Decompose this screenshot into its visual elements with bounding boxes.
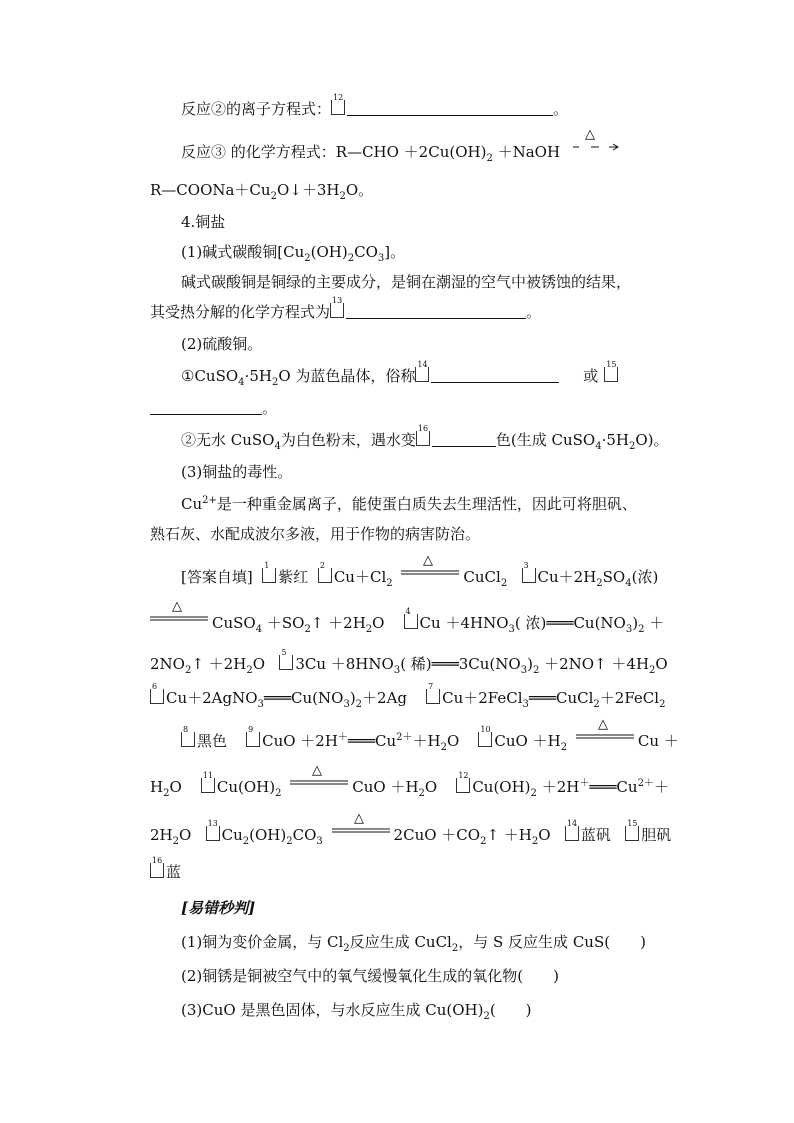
heat-equals-icon <box>576 718 634 750</box>
text: 反应③ 的化学方程式：R—CHO ＋2Cu(OH) <box>181 143 487 161</box>
text: 其受热分解的化学方程式为 <box>150 303 331 321</box>
answer-text: ═══CuCl <box>528 689 594 707</box>
text: 反应生成 CuCl <box>349 933 452 951</box>
text: ①CuSO <box>181 367 239 385</box>
text: (3)CuO 是黑色固体，与水反应生成 Cu(OH) <box>181 1001 484 1019</box>
sub: 4 <box>595 441 602 452</box>
answer-text: ( 稀)═══3Cu(NO <box>400 655 521 673</box>
answer-text: O <box>179 826 192 844</box>
sub: 2 <box>532 665 540 676</box>
marker-number: 15 <box>606 360 617 369</box>
answer-text: Cu＋2FeCl <box>442 689 523 707</box>
sub: 2 <box>172 836 179 847</box>
answer-text: 3Cu ＋8HNO <box>295 655 394 673</box>
sub: 2 <box>483 1011 490 1022</box>
answer-text: Cu(OH) <box>472 778 531 796</box>
text: ( ) <box>489 1001 532 1019</box>
heat-symbol: △ <box>312 764 323 778</box>
anhydrous-line <box>181 424 669 452</box>
marker-number: 13 <box>332 296 343 305</box>
heat-equals-icon <box>150 600 208 632</box>
answer-text: ═══Cu <box>347 732 397 750</box>
answer-marker <box>150 856 164 878</box>
heat-equals-icon <box>290 764 348 796</box>
copper-sulfate-line <box>181 360 620 388</box>
answer-text: 紫红 <box>278 568 309 586</box>
judge-item-1 <box>181 932 646 952</box>
answer-text: ＋SO <box>262 614 305 632</box>
answer-marker <box>522 561 536 583</box>
marker-number: 5 <box>281 648 287 657</box>
text: 色(生成 CuSO <box>495 431 596 449</box>
answer-row-4 <box>150 682 666 710</box>
sub: 2 <box>418 788 425 799</box>
sub: 2 <box>339 191 346 202</box>
marker-number: 12 <box>458 771 469 780</box>
text: 是一种重金属离子，能使蛋白质失去生理活性，因此可将胆矾、 <box>216 495 637 513</box>
marker-number: 1 <box>264 561 270 570</box>
answer-row-2 <box>150 600 665 635</box>
answer-text: O <box>424 778 438 796</box>
subsection-1 <box>181 242 405 262</box>
paragraph-line: 碱式碳酸铜是铜绿的主要成分，是铜在潮湿的空气中被锈蚀的结果， <box>181 273 632 291</box>
sub: 2 <box>184 665 192 676</box>
text: ＋NaOH <box>492 143 561 161</box>
sub: 4 <box>238 377 245 388</box>
marker-number: 2 <box>319 561 325 570</box>
marker-number: 14 <box>566 819 578 828</box>
sup: 2＋ <box>396 732 413 743</box>
sup: ＋ <box>337 732 348 743</box>
answer-text: ＋2FeCl <box>599 689 660 707</box>
answer-text: Cu ＋4HNO <box>419 614 509 632</box>
sub: 2 <box>355 699 363 710</box>
subsection-3: (3)铜盐的毒性。 <box>181 463 293 481</box>
answer-marker <box>246 725 260 747</box>
marker-number: 4 <box>405 607 411 616</box>
answer-text: ( 浓)═══Cu(NO <box>514 614 626 632</box>
reaction2-line: 反应②的离子方程式： 12 。 <box>181 93 569 118</box>
answer-text: CO <box>292 826 317 844</box>
text: O。 <box>345 181 374 199</box>
answer-blank[interactable] <box>431 366 559 383</box>
heat-symbol: △ <box>172 600 182 614</box>
sub: 3 <box>316 836 323 847</box>
marker-number: 15 <box>627 819 638 828</box>
answer-text: CuO ＋H <box>352 778 419 796</box>
marker-number: 11 <box>202 771 214 780</box>
marker-number: 12 <box>333 93 344 102</box>
answer-text: CuO ＋2H <box>262 732 338 750</box>
sub: 2 <box>531 836 539 847</box>
answer-marker <box>625 819 639 841</box>
text: O)。 <box>635 431 669 449</box>
answer-text: Cu＋Cl <box>333 568 387 586</box>
answer-text: O <box>372 614 385 632</box>
answer-text: ＋2Ag <box>362 689 408 707</box>
sub: 4 <box>255 624 263 635</box>
text: (OH) <box>310 243 348 261</box>
copper-sulfate-blank: 。 <box>150 398 277 418</box>
text: 为白色粉末，遇水变 <box>280 431 416 449</box>
text: 或 <box>583 367 599 385</box>
answer-text: O <box>655 655 668 673</box>
sub: 2 <box>242 836 250 847</box>
sub: 2 <box>271 377 279 388</box>
answer-marker <box>279 648 293 670</box>
answer-text: (浓) <box>631 568 659 586</box>
text: 反应②的离子方程式： <box>181 100 332 118</box>
sub: 2 <box>638 624 645 635</box>
answer-marker <box>201 771 215 793</box>
marker-number: 16 <box>417 424 429 433</box>
answer-marker <box>456 771 470 793</box>
text: ，与 S 反应生成 CuS( ) <box>458 933 646 951</box>
answer-text: CuO ＋H <box>494 732 561 750</box>
answer-blank[interactable] <box>150 398 262 415</box>
answer-text: 2NO <box>150 655 185 673</box>
answer-blank[interactable] <box>347 99 553 116</box>
sub: 2 <box>270 191 277 202</box>
marker-number: 16 <box>152 856 163 865</box>
sub: 2 <box>246 665 253 676</box>
answer-text: Cu＋2H <box>537 568 597 586</box>
marker-number: 6 <box>152 682 158 691</box>
answer-text: 蓝矾 <box>580 826 611 844</box>
answer-text: ＋2H <box>536 778 580 796</box>
sub: 2 <box>500 578 508 589</box>
answer-marker <box>404 607 418 629</box>
text: R—COONa＋Cu <box>150 181 271 199</box>
text: Cu <box>181 495 203 513</box>
text: O↓＋3H <box>276 181 340 199</box>
sub: 3 <box>393 665 401 676</box>
text: ·5H <box>601 431 629 449</box>
answer-marker <box>415 360 429 382</box>
text: ·5H <box>244 367 272 385</box>
answer-text: O <box>447 732 460 750</box>
heat-symbol: △ <box>584 129 595 142</box>
sup: 2+ <box>202 495 217 506</box>
text: ]。 <box>384 243 406 261</box>
reaction3-line <box>181 129 627 164</box>
answer-row-8 <box>150 856 182 882</box>
answer-marker <box>262 561 276 583</box>
paragraph-line: 其受热分解的化学方程式为 13 。 <box>150 296 542 321</box>
answer-text: Cu＋2AgNO <box>166 689 258 707</box>
answer-row-6 <box>150 764 669 799</box>
reaction3-continued <box>150 180 373 200</box>
answer-marker <box>604 360 618 382</box>
sub: 2 <box>343 943 350 954</box>
answer-text: ═══Cu(NO <box>263 689 344 707</box>
answer-text: ↑ ＋H <box>486 826 532 844</box>
answer-marker <box>331 93 345 115</box>
sub: 3 <box>625 624 633 635</box>
sub: 4 <box>274 441 281 452</box>
answer-text: ＋H <box>412 732 441 750</box>
sub: 3 <box>257 699 264 710</box>
answer-marker <box>318 561 332 583</box>
answer-text: Cu(OH) <box>216 778 276 796</box>
answer-text: ↑ ＋2H <box>191 655 247 673</box>
answer-marker <box>426 682 440 704</box>
marker-number: 9 <box>248 725 254 734</box>
answer-text: O <box>252 655 265 673</box>
sub: 2 <box>659 699 666 710</box>
text: CO <box>354 243 378 261</box>
sub: 2 <box>386 578 393 589</box>
sub: 2 <box>275 788 282 799</box>
answer-text: ) <box>632 614 639 632</box>
heat-symbol: △ <box>597 718 608 732</box>
subsection-2: (2)硫酸铜。 <box>181 335 263 353</box>
answer-text: CuSO <box>212 614 256 632</box>
answer-text: 蓝 <box>166 863 182 881</box>
answer-text: 2CuO ＋CO <box>393 826 481 844</box>
text: (1)碱式碳酸铜[Cu <box>181 243 305 261</box>
answer-marker <box>181 725 195 747</box>
sub: 2 <box>365 624 373 635</box>
answer-text: 胆矾 <box>641 826 672 844</box>
judge-heading: [易错秒判] <box>181 899 256 917</box>
answer-text: ) <box>349 689 356 707</box>
answer-marker <box>150 682 164 704</box>
marker-number: 14 <box>417 360 428 369</box>
answer-text: Cu ＋ <box>637 732 679 750</box>
answer-text: ↑ ＋2H <box>310 614 366 632</box>
sub: 2 <box>286 836 293 847</box>
answer-text: ) <box>527 655 533 673</box>
sub: 2 <box>304 624 311 635</box>
answer-row-7 <box>150 812 672 847</box>
answer-row-5 <box>181 718 679 753</box>
answer-text: ＋2NO↑ ＋4H <box>539 655 650 673</box>
sub: 3 <box>377 253 385 264</box>
sub: 2 <box>304 253 311 264</box>
heat-equals-icon <box>401 554 459 586</box>
marker-number: 10 <box>480 725 491 734</box>
sup: 2＋ <box>637 778 654 789</box>
sub: 2 <box>560 742 568 753</box>
marker-number: 7 <box>428 682 434 691</box>
section-heading: 4.铜盐 <box>181 213 226 231</box>
sub: 2 <box>440 742 447 753</box>
sub: 2 <box>347 253 355 264</box>
sub: 2 <box>530 788 537 799</box>
paragraph-line <box>181 494 637 514</box>
sub: 3 <box>343 699 350 710</box>
sub: 2 <box>596 578 603 589</box>
answer-row-1 <box>181 554 659 589</box>
answer-marker <box>206 819 220 841</box>
sup: ＋ <box>579 778 590 789</box>
answer-text: 2H <box>150 826 173 844</box>
sub: 3 <box>508 624 515 635</box>
sub: 2 <box>649 665 656 676</box>
text: (1)铜为变价金属，与 Cl <box>181 933 344 951</box>
judge-item-3 <box>181 1000 532 1020</box>
answer-blank[interactable] <box>346 302 526 319</box>
sub: 2 <box>629 441 636 452</box>
answer-row-3 <box>150 648 668 676</box>
answer-marker <box>416 424 430 446</box>
answer-text: H <box>150 778 164 796</box>
paragraph-line: 熟石灰、水配成波尔多液，用于作物的病害防治。 <box>150 525 481 543</box>
marker-number: 8 <box>183 725 189 734</box>
answer-blank[interactable] <box>432 430 496 447</box>
heat-symbol: △ <box>353 812 364 826</box>
heat-equals-icon <box>332 812 390 844</box>
sub: 2 <box>593 699 600 710</box>
text: O 为蓝色晶体，俗称 <box>278 367 416 385</box>
marker-number: 3 <box>523 561 529 570</box>
answer-marker <box>565 819 579 841</box>
sub: 2 <box>451 943 459 954</box>
marker-number: 13 <box>207 819 218 828</box>
sub: 3 <box>520 665 528 676</box>
answer-text: O <box>538 826 551 844</box>
answer-text: Cu <box>221 826 243 844</box>
answer-text: (OH) <box>249 826 287 844</box>
answers-heading: [答案自填] <box>181 568 253 586</box>
answer-text: 黑色 <box>197 732 228 750</box>
heat-arrow-icon <box>571 129 621 161</box>
text: ②无水 CuSO <box>181 431 275 449</box>
answer-marker <box>330 296 344 318</box>
answer-text: O <box>169 778 182 796</box>
answer-text: ＋ <box>653 778 669 796</box>
heat-symbol: △ <box>423 554 434 568</box>
sub: 3 <box>522 699 529 710</box>
answer-text: ═══Cu <box>589 778 638 796</box>
sub: 2 <box>486 153 493 164</box>
answer-marker <box>478 725 492 747</box>
answer-text: CuCl <box>463 568 501 586</box>
answer-text: SO <box>602 568 626 586</box>
judge-item-2: (2)铜锈是铜被空气中的氧气缓慢氧化生成的氧化物( ) <box>181 967 559 985</box>
sub: 2 <box>480 836 487 847</box>
sub: 4 <box>625 578 632 589</box>
answer-text: ＋ <box>644 614 665 632</box>
sub: 2 <box>163 788 170 799</box>
